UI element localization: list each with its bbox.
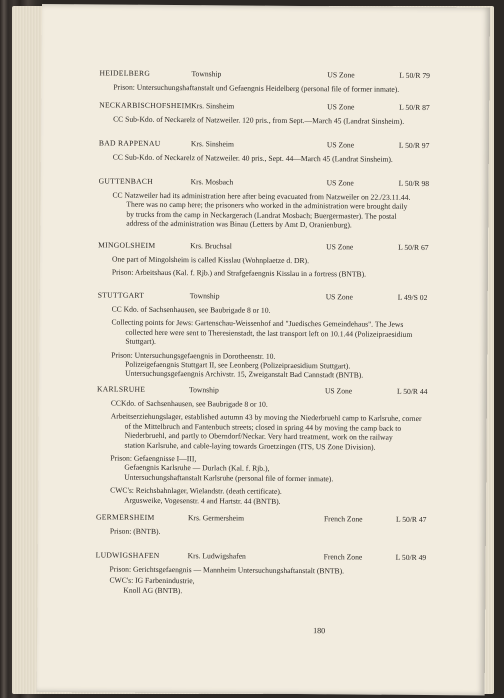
zone: US Zone bbox=[325, 292, 353, 302]
entry-line: One part of Mingolsheim is called Kisslau (Wohnplaetze d. DR). bbox=[111, 254, 310, 266]
zone: French Zone bbox=[323, 514, 363, 524]
entry-line: CWC's: Reichsbahnlager, Wielandstr. (death certificate). bbox=[110, 485, 282, 497]
place-name: GUTTENBACH bbox=[98, 176, 154, 186]
entry-header bbox=[97, 384, 487, 399]
entry-line: CC Sub-Kdo. of Neckarelz of Natzweiler. 120 pris., from Sept.—March 45 (Landrat Sinsheim). bbox=[113, 114, 405, 126]
entry-line: Niederbruehl, and partly to Oberndorf/Neckar. Very hard treatment, work on the railway bbox=[124, 430, 393, 442]
entry-line: Stuttgart). bbox=[125, 336, 156, 347]
entry-line: CWC's: IG Farbenindustrie, bbox=[109, 575, 195, 586]
zone: US Zone bbox=[327, 70, 355, 80]
entry-karlsruhe bbox=[96, 384, 487, 507]
place-name: STUTTGART bbox=[97, 290, 145, 300]
entry-line: Prison: Untersuchungsgefaengnis in Dorotheenstr. 10. bbox=[111, 350, 276, 361]
entry-line: Prison: Gefaengnisse I—III, bbox=[110, 453, 197, 464]
entry-line: Prison: Gerichtsgefaengnis — Mannheim Untersuchungshaftanstalt (BNTB). bbox=[109, 564, 345, 576]
entry-line: CC Natzweiler had its administration here after being evacuated from Natzweiler on 22./23.11.44. bbox=[112, 190, 411, 202]
entry-germersheim bbox=[96, 512, 486, 538]
entry-line: Untersuchungshaftanstalt Karlsruhe (personal file of former inmate). bbox=[124, 472, 334, 484]
admin-district: Krs. Ludwigshafen bbox=[187, 551, 246, 561]
zone: US Zone bbox=[326, 242, 354, 252]
place-name: MINGOLSHEIM bbox=[98, 240, 156, 250]
map-code: L 49/S 02 bbox=[397, 292, 428, 303]
admin-district: Krs. Sinsheim bbox=[191, 101, 235, 111]
place-name: GERMERSHEIM bbox=[95, 512, 155, 522]
zone: US Zone bbox=[324, 386, 353, 396]
entry-line: Prison: Arbeitshaus (Kal. f. Rjb.) and Strafgefaengnis Kisslau in a fortress (BNTB). bbox=[111, 267, 367, 279]
admin-district: Krs. Bruchsal bbox=[190, 241, 232, 251]
map-code: L 50/R 97 bbox=[398, 140, 430, 151]
entry-header bbox=[99, 176, 489, 191]
entry-mingolsheim bbox=[98, 240, 488, 280]
place-name: BAD RAPPENAU bbox=[98, 138, 161, 148]
entry-line: Polizeigefaengnis Stuttgart II, see Leonberg (Polizeipraesidium Stuttgart). bbox=[125, 359, 351, 371]
admin-district: Krs. Sinsheim bbox=[190, 139, 234, 149]
map-code: L 50/R 79 bbox=[399, 70, 431, 81]
entry-line: Gefaengnis Karlsruhe — Durlach (Kal. f. Rjb.), bbox=[124, 463, 270, 474]
entry-line: Arbeitserziehungslager, established autumn 43 by moving the Niederbruehl camp to Karlsruhe, corner bbox=[110, 411, 422, 424]
entry-line: address of the administration was Binau (Letters by Amt D, Oranienburg). bbox=[126, 218, 352, 230]
place-name: NECKARBISCHOFSHEIM bbox=[99, 100, 192, 111]
admin-district: Krs. Mosbach bbox=[190, 177, 234, 187]
document-page bbox=[37, 4, 490, 695]
map-code: L 50/R 98 bbox=[398, 178, 430, 189]
entry-header bbox=[99, 68, 489, 83]
map-code: L 50/R 87 bbox=[399, 102, 430, 113]
entry-line: station Karlsruhe, and cable-laying towards Groetzingen (ITS, US Zone Division). bbox=[124, 440, 376, 452]
entry-line: by trucks from the camp in Neckargerach (Landrat Mosbach; Buergermaster). The postal bbox=[126, 209, 397, 221]
entry-line: Prison: (BNTB). bbox=[109, 526, 161, 536]
entry-neckarbischofsheim bbox=[99, 100, 489, 126]
entry-guttenbach bbox=[98, 176, 488, 231]
entry-line: There was no camp here; the prisoners who worked in the administration were brought daily bbox=[126, 200, 408, 212]
place-name: KARLSRUHE bbox=[96, 384, 146, 394]
entry-header bbox=[96, 512, 486, 527]
map-code: L 50/R 44 bbox=[396, 386, 428, 397]
entry-line: CC Sub-Kdo. of Neckarelz of Natzweiler. 40 pris., Sept. 44—March 45 (Landrat Sinsheim). bbox=[112, 152, 393, 164]
entry-line: Collecting points for Jews: Gartenschau-Weissenhof and "Juedisches Gemeindehaus". The Jews bbox=[111, 317, 404, 330]
map-code: L 50/R 49 bbox=[395, 552, 427, 563]
entry-line: Prison: Untersuchungshaftanstalt und Gefaengnis Heidelberg (personal file of former inmate). bbox=[113, 82, 400, 94]
entry-header bbox=[98, 240, 488, 255]
zone: US Zone bbox=[326, 140, 355, 150]
zone: US Zone bbox=[327, 102, 355, 112]
entry-line: collected here were sent to Theresienstadt, the last transport left on 10.1.44 (Polizeipraesidium bbox=[125, 327, 413, 339]
place-name: HEIDELBERG bbox=[99, 68, 151, 78]
entry-ludwigshafen bbox=[95, 550, 485, 597]
page-number: 180 bbox=[313, 626, 326, 636]
entry-bad-rappenau bbox=[99, 138, 489, 164]
entry-line: of the Mittelbruch and Fantenbuch streets; closed in spring 44 by moving the camp back to bbox=[124, 421, 402, 433]
zone: US Zone bbox=[326, 178, 354, 188]
zone: French Zone bbox=[323, 552, 363, 562]
entry-heidelberg bbox=[99, 68, 489, 94]
admin-district: Township bbox=[191, 69, 222, 79]
entry-stuttgart bbox=[97, 290, 488, 381]
admin-district: Township bbox=[189, 291, 220, 301]
admin-district: Krs. Germersheim bbox=[187, 513, 245, 523]
map-code: L 50/R 67 bbox=[398, 242, 429, 253]
admin-district: Township bbox=[188, 385, 219, 395]
entry-line: CCKdo. of Sachsenhausen, see Baubrigade 8 or 10. bbox=[110, 398, 268, 409]
place-name: LUDWIGSHAFEN bbox=[95, 550, 160, 560]
entry-line: Argusweike, Vogesenstr. 4 and Hartstr. 44 (BNTB). bbox=[124, 495, 281, 506]
entry-line: Untersuchungsgefaengnis Archivstr. 15, Zweiganstalt Bad Cannstadt (BNTB). bbox=[125, 369, 364, 380]
entry-header bbox=[99, 100, 489, 115]
entry-header bbox=[96, 550, 486, 565]
map-code: L 50/R 47 bbox=[395, 514, 427, 525]
entry-line: Knoll AG (BNTB). bbox=[123, 585, 183, 595]
entry-line: CC Kdo. of Sachsenhausen, see Baubrigade 8 or 10. bbox=[111, 304, 271, 315]
entry-header bbox=[99, 138, 489, 153]
entry-header bbox=[98, 290, 488, 305]
